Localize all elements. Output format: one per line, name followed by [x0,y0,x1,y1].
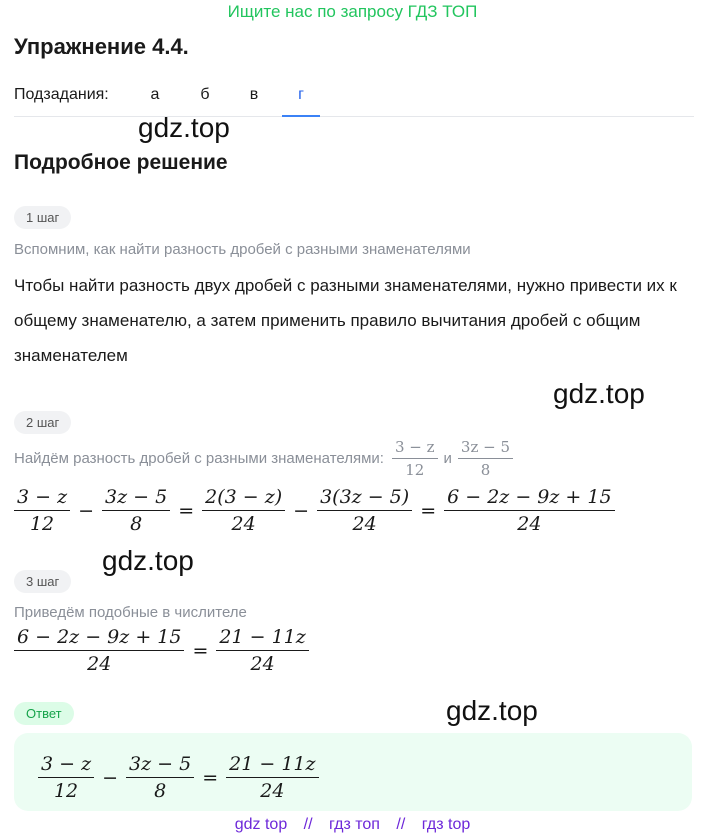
step-3-badge: 3 шаг [14,570,71,593]
subtasks-label: Подзадания: [14,86,109,103]
fraction: $\frac{3z - 5}{8}$ [102,486,170,535]
step-1-hint: Вспомним, как найти разность дробей с разными знаменателями [14,241,471,258]
subtask-tabs [14,86,694,117]
hint-fraction-2: $\frac{3z - 5}{8}$ [456,438,515,479]
step-1-text: Чтобы найти разность двух дробей с разными знаменателями, нужно привести их к общему знаменателю, а затем применить правило вычитания дробей с общим знаменателем [14,276,677,365]
footer-link-3[interactable]: гдз top [421,816,471,833]
footer-link-2[interactable]: гдз топ [329,816,380,833]
watermark: gdz.top [102,545,194,576]
tab-v[interactable]: в [249,86,259,103]
watermark: gdz.top [553,378,645,409]
fraction: $\frac{21 - 11z}{24}$ [226,753,318,802]
hint-fraction-1: $\frac{3 - z}{12}$ [390,438,440,479]
step-1-badge: 1 шаг [14,206,71,229]
answer-equation: $\frac{3 - z}{12}$ − $\frac{3z - 5}{8}$ = $\frac{21 - 11z}{24}$ [36,753,321,802]
footer-links [0,816,705,834]
watermark: gdz.top [138,112,230,143]
tab-a[interactable]: а [150,86,160,103]
page-title: Упражнение 4.4. [14,34,189,59]
fraction: $\frac{2(3 - z)}{24}$ [202,486,285,535]
footer-separator: // [303,816,313,833]
watermark: gdz.top [446,695,538,726]
fraction: $\frac{3z - 5}{8}$ [126,753,194,802]
step-2-hint-row [14,438,515,479]
footer-link-1[interactable]: gdz top [234,816,288,833]
step-3-equation: $\frac{6 - 2z - 9z + 15}{24}$ = $\frac{21 - 11z}{24}$ [12,626,311,675]
step-2-hint: Найдём разность дробей с разными знаменателями: [14,450,384,467]
tab-g[interactable]: г [282,86,320,117]
tab-b[interactable]: б [200,86,210,103]
footer-separator: // [396,816,406,833]
fraction: $\frac{3 - z}{12}$ [38,753,94,802]
fraction: $\frac{3 - z}{12}$ [14,486,70,535]
search-banner: Ищите нас по запросу ГДЗ ТОП [227,2,478,21]
step-2-badge: 2 шаг [14,411,71,434]
fraction: $\frac{3(3z - 5)}{24}$ [317,486,412,535]
step-2-hint-conj: и [443,450,452,467]
answer-badge: Ответ [14,702,74,725]
fraction: $\frac{6 - 2z - 9z + 15}{24}$ [444,486,614,535]
fraction: $\frac{21 - 11z}{24}$ [216,626,308,675]
section-title: Подробное решение [14,151,228,174]
step-2-equation: $\frac{3 - z}{12}$ − $\frac{3z - 5}{8}$ = $\frac{2(3 - z)}{24}$ − $\frac{3(3z - 5)}{24}$ = $\frac{6 - 2z - 9z + 15}{24}$ [12,486,617,535]
step-3-hint: Приведём подобные в числителе [14,604,247,621]
fraction: $\frac{6 - 2z - 9z + 15}{24}$ [14,626,184,675]
